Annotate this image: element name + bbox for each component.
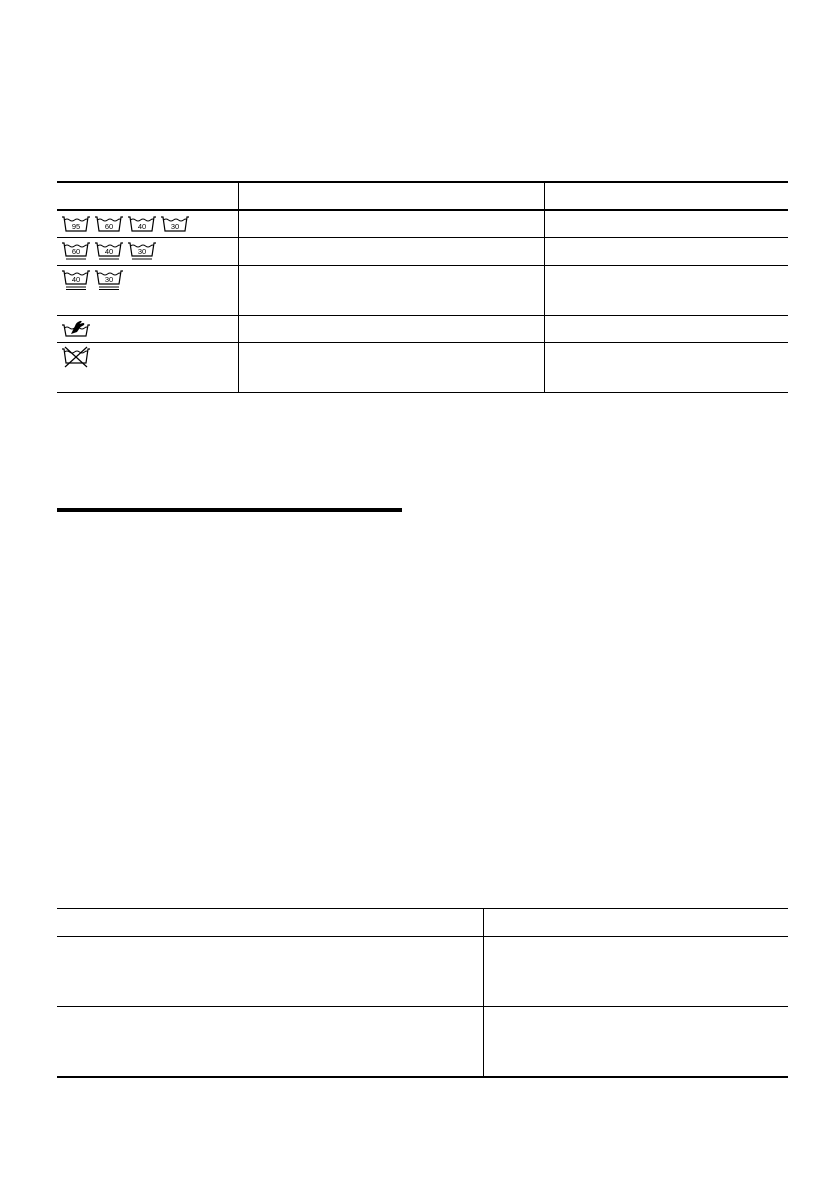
wash-40-gentle-icon	[94, 241, 124, 261]
do-not-wash-icon	[61, 346, 91, 368]
wash-95-icon	[61, 215, 91, 233]
table-top-rule	[57, 908, 788, 909]
row-divider	[57, 1006, 788, 1007]
wash-30-gentle-icon	[127, 241, 157, 261]
hand-wash-icon	[61, 320, 91, 338]
row-divider	[57, 265, 788, 266]
table-bottom-rule	[57, 1076, 788, 1078]
wash-temp-label: 95	[71, 222, 81, 231]
wash-60-icon	[94, 215, 124, 233]
wash-temp-label: 30	[104, 275, 114, 284]
wash-30-icon	[160, 215, 190, 233]
wash-40-icon	[127, 215, 157, 233]
row-divider	[57, 315, 788, 316]
table-header-rule	[57, 936, 788, 937]
wash-temp-label: 30	[170, 222, 180, 231]
row-divider	[57, 342, 788, 343]
table-header-rule	[57, 209, 788, 211]
column-separator	[544, 181, 545, 393]
table-bottom-rule	[57, 392, 788, 393]
wash-temp-label: 60	[71, 247, 81, 256]
wash-temp-label: 40	[137, 222, 147, 231]
wash-30-very-gentle-icon	[94, 269, 124, 291]
wash-temp-label: 60	[104, 222, 114, 231]
row-divider	[57, 237, 788, 238]
wash-temp-label: 40	[104, 247, 114, 256]
wash-temp-label: 30	[137, 247, 147, 256]
wash-temp-label: 40	[71, 275, 81, 284]
wash-60-gentle-icon	[61, 241, 91, 261]
wash-40-very-gentle-icon	[61, 269, 91, 291]
column-separator	[483, 908, 484, 1078]
column-separator	[238, 181, 239, 393]
table-top-rule	[57, 181, 788, 183]
section-heading-rule	[57, 508, 402, 512]
